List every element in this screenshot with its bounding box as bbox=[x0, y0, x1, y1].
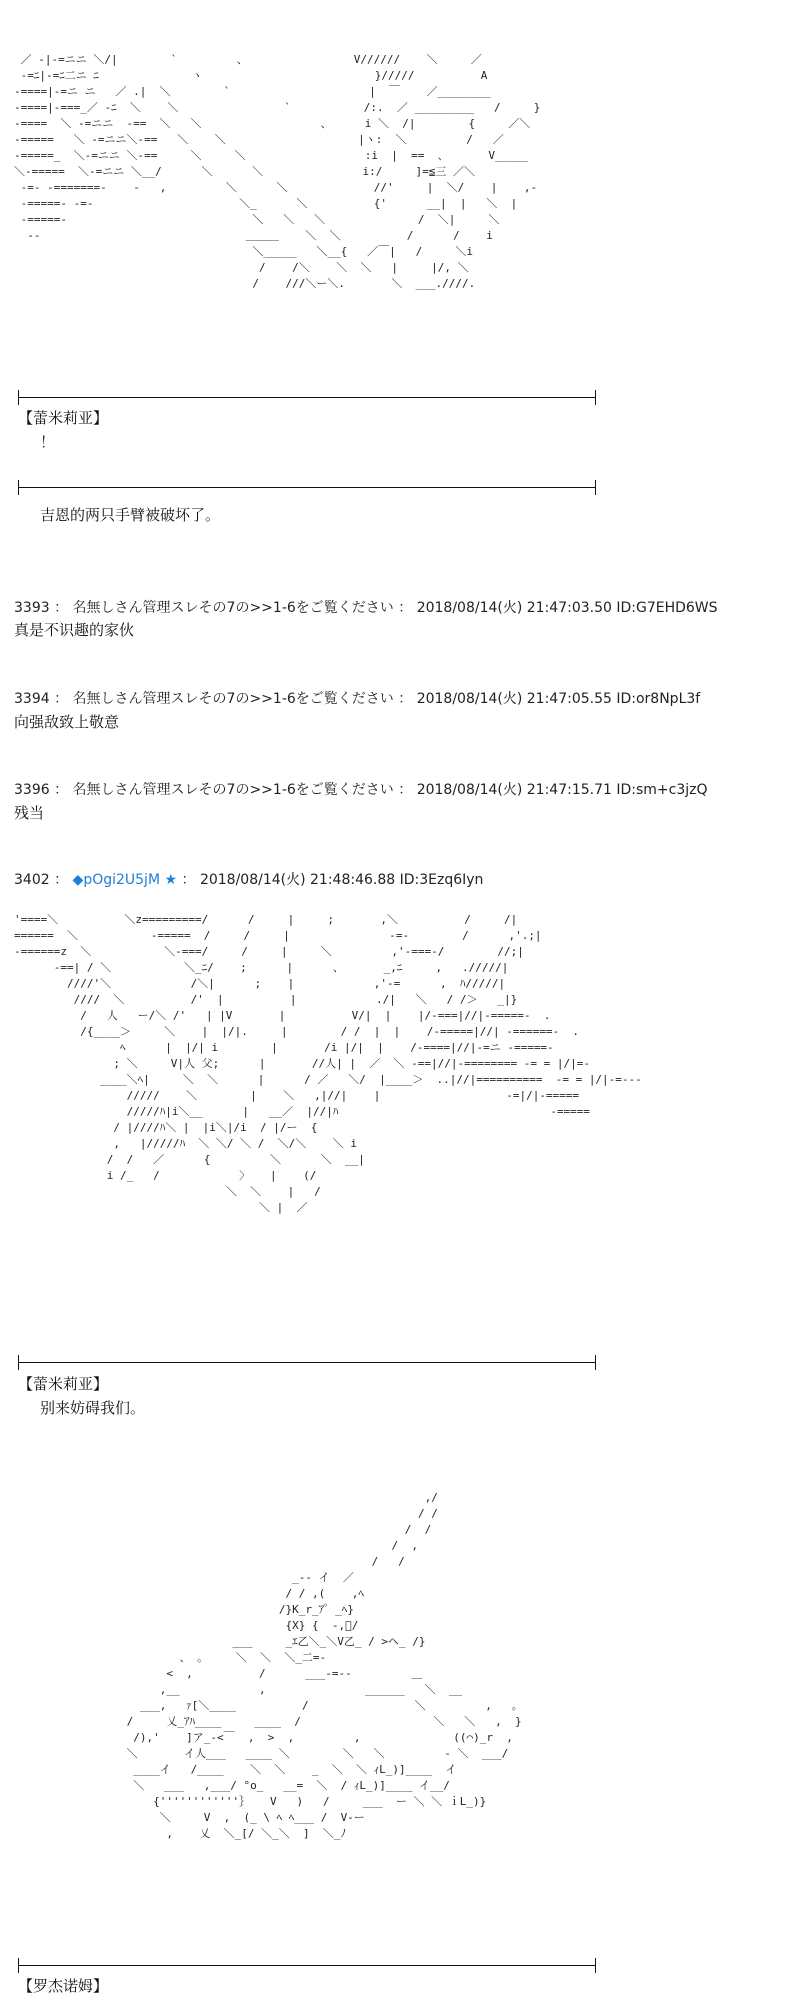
post-date: 2018/08/14(火) 21:47:05.55 bbox=[416, 691, 612, 707]
poster-name: 名無しさん管理スレその7の>>1-6をご覧ください bbox=[72, 600, 394, 616]
post-header-3394 bbox=[14, 689, 700, 709]
poster-name: 名無しさん管理スレその7の>>1-6をご覧ください bbox=[72, 691, 394, 707]
post-number: 3402 bbox=[14, 872, 50, 888]
scene-divider bbox=[18, 397, 596, 398]
post-separator: ： bbox=[398, 782, 413, 798]
speaker-name: 【蕾米莉亚】 bbox=[18, 409, 109, 427]
post-id: ID:or8NpL3f bbox=[616, 691, 701, 707]
poster-name: 名無しさん管理スレその7の>>1-6をご覧ください bbox=[72, 782, 394, 798]
speaker-name: 【蕾米莉亚】 bbox=[18, 1375, 109, 1393]
post-header-3402 bbox=[14, 870, 483, 890]
scene-divider bbox=[18, 1362, 596, 1363]
post-number: 3394 bbox=[14, 691, 50, 707]
star-icon: ★ bbox=[164, 872, 178, 888]
post-separator: ： bbox=[398, 691, 413, 707]
narration-line: 吉恩的两只手臂被破坏了。 bbox=[40, 506, 221, 524]
post-date: 2018/08/14(火) 21:47:03.50 bbox=[416, 600, 612, 616]
ascii-art-robot-1: ／ -|-=ニニ ＼/| ` 、 V////// ＼ ／ -=ﾆ|-=ﾆ二ニ ﾆ ヽ }///// A -====|-=ニ ニ ／ .| ＼ ` | ￣ ／________ -====|-===_／ -ﾆ ＼ ＼ ` /:. ／ _________ / } -==== ＼ -=ニニ -== ＼ ＼ 、 i ＼ /| { ／＼ -===== ＼ -=ニニ＼-== ＼ ＼ |ヽ: ＼ / ／ -=====_ ＼-=ニニ ＼-== ＼ ＼ :i | == 、 V_____ ＼-===== ＼-=ニニ ＼__/ ＼ ＼ i:/ ]=≦三 ／＼ -=- -=======- - , ＼ ＼ //' | ＼/ | ,- -=====- -=- ＼_ ＼ {' __| | ＼ | -=====- ＼ ＼ ＼ / ＼| ＼ -- ＿＿＿ ＼ ＼ / / i ＼_____ ＼__{ ／￣| / ＼i / /＼ ＼ ＼ | |/, ＼ / ///＼ー＼. ＼ ___.////. bbox=[14, 53, 541, 290]
post-id: ID:G7EHD6WS bbox=[616, 600, 718, 616]
post-body-3394: 向强敌致上敬意 bbox=[14, 713, 120, 731]
post-header-3396 bbox=[14, 780, 708, 800]
post-id: ID:sm+c3jzQ bbox=[616, 782, 708, 798]
scene-divider bbox=[18, 1965, 596, 1966]
ascii-art-robot-2: '====＼ ＼z=========/ / | ; ,＼ / /| ====== ＼ -===== / / | -=- / ,'.;| -======z ＼ ＼-===/ / | ＼ ,'-===-/ //;| -==| / ＼ ＼_ﾆ/ ; | 、 _,ﾆ , ./////| ////'＼ /＼| ; | ,'-= , ﾊ/////| //// ＼ /' | | ./| ＼ / /＞ _|} / 人 ー/＼ /' | |V | V/| | |/-===|//|-=====- . /{____＞ ＼ | |/|. | / / | | /-=====|//| -======- . ﾍ | |/| i | /i |/| | /-====|//|-=ニ -=====- ; ＼ V|人 父; | //人| | ／ ＼ -==|//|-======== -= = |/|=- ____＼ﾍ| ＼ ＼ | / ／ ＼/ |____＞ ..|//|========== -= = |/|-=--- ///// ＼ | ＼ ,|//| | -=|/|-===== /////ﾊ|i＼__ | __／ |//|ﾊ -===== / |////ﾊ＼ | |i＼|/i / |/ー { , |/////ﾊ ＼ ＼/ ＼ / ＼/＼ ＼ i / / ／ { ＼ ＼ __| i /_ / 〉 | (/ ＼ ＼ | / ＼ | ／ bbox=[14, 913, 642, 1214]
post-number: 3396 bbox=[14, 782, 50, 798]
dialogue-line: 别来妨碍我们。 bbox=[40, 1399, 146, 1417]
post-body-3393: 真是不识趣的家伙 bbox=[14, 621, 135, 639]
ascii-art-figure: ,/ / / / / / , / / _-- イ ／ / / ,( ,ﾍ /}K_r_ｱ゜_ﾍ} {X} { -,ﾞ/ ___ _ｴ乙＼_＼V乙_ / >ヘ_ /} 、 ｡ ＼ ＼ ＼_二=‐ < , / ___-=-- ＿ ,__ , ______ ＼ __ ___, ｧ[＼____ / ＼ , 。 / 乂_ｱﾊ____ ____ / ＼ ＼ , } /),' ]ア_-<￣ , > , , ((⌒)_r , ＼ イ人___ ____ ＼ ＼ ＼ ‐ ＼ ___/ ____イ /____ ＼ ＼ _ ＼ ＼ ｨL_)]____ イ ＼ ___ ,___/ °o_ __= ＼ / ｨL_)]____ イ__/ {''''''''''''｝ V ) / ___ ー ＼ ＼ ｉL_)} ＼ V , (_ \ ﾍ ﾍ___ / V-ー , 乂 ＼_[/ ＼_＼ ] ＼_ﾉ bbox=[126, 1491, 523, 1840]
speaker-name: 【罗杰诺姆】 bbox=[18, 1977, 109, 1995]
poster-trip[interactable]: ◆pOgi2U5jM bbox=[72, 872, 161, 888]
post-separator: ： bbox=[181, 872, 196, 888]
post-body-3396: 残当 bbox=[14, 804, 45, 822]
post-separator: ： bbox=[54, 782, 69, 798]
post-separator: ： bbox=[54, 872, 69, 888]
dialogue-line: ！ bbox=[40, 433, 56, 451]
post-number: 3393 bbox=[14, 600, 50, 616]
scene-divider bbox=[18, 487, 596, 488]
post-header-3393 bbox=[14, 598, 718, 618]
post-date: 2018/08/14(火) 21:47:15.71 bbox=[416, 782, 612, 798]
post-date: 2018/08/14(火) 21:48:46.88 bbox=[199, 872, 396, 888]
post-id: ID:3Ezq6Iyn bbox=[399, 872, 484, 888]
post-separator: ： bbox=[54, 600, 69, 616]
post-separator: ： bbox=[398, 600, 413, 616]
post-separator: ： bbox=[54, 691, 69, 707]
